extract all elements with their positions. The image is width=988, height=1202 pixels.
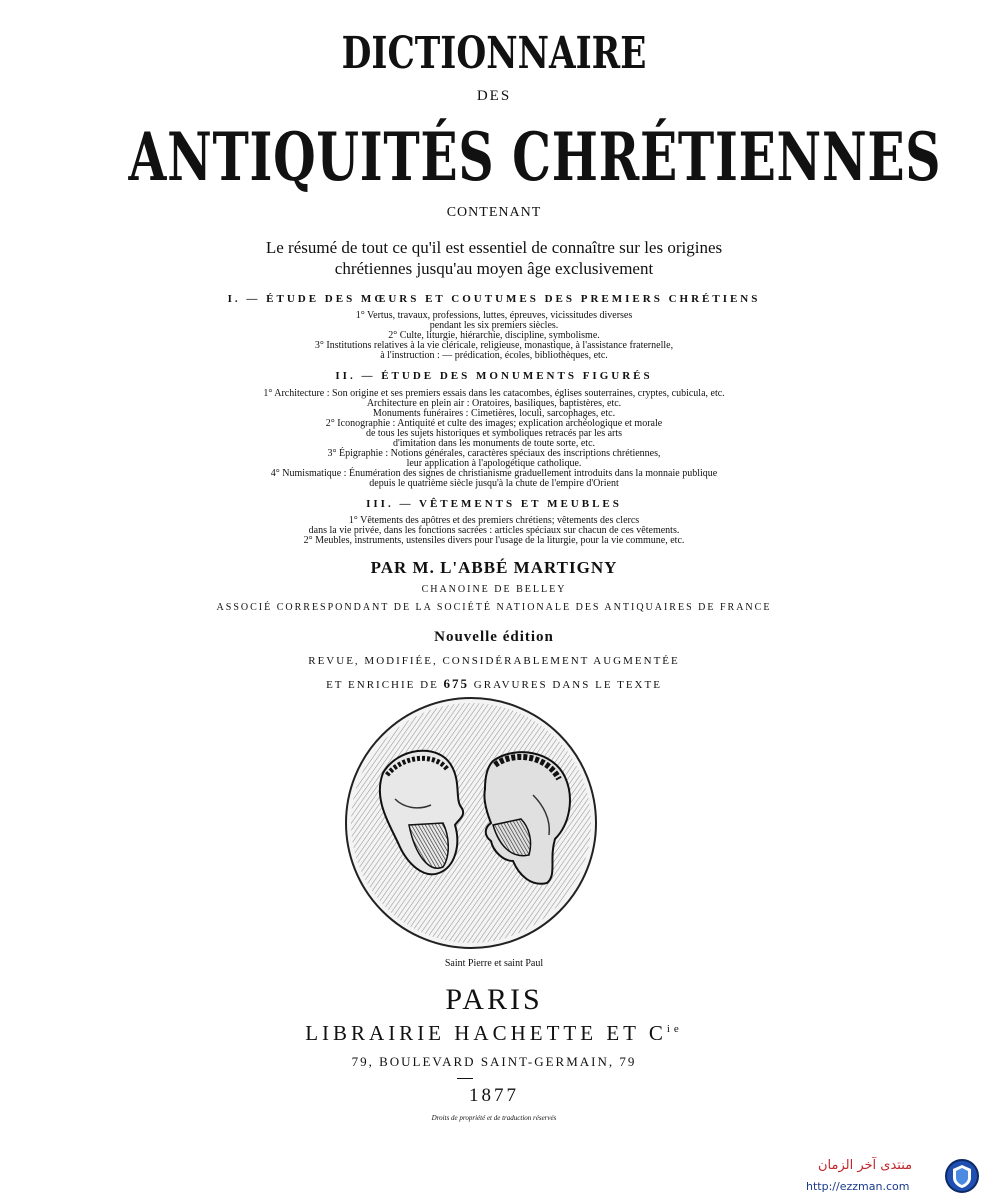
- section-2-heading: II. — ÉTUDE DES MONUMENTS FIGURÉS: [335, 370, 653, 382]
- section-1-line: 3° Institutions relatives à la vie cléricale, religieuse, monastique, à l'assistance fraternelle,: [314, 340, 674, 351]
- engravings-count: 675: [443, 676, 470, 691]
- section-3-line: 2° Meubles, instruments, ustensiles divers pour l'usage de la liturgie, pour la vie commune, etc.: [303, 535, 685, 546]
- section-2-line: de tous les sujets historiques et symboliques retracés par les arts: [365, 428, 623, 439]
- publisher-city: PARIS: [445, 983, 543, 1016]
- publication-year: 1877: [469, 1085, 519, 1106]
- edition-line-2-pre: ET ENRICHIE DE: [326, 679, 439, 691]
- medallion-caption: Saint Pierre et saint Paul: [444, 958, 544, 969]
- summary-line-2: chrétiennes jusqu'au moyen âge exclusivement: [334, 259, 654, 278]
- section-3-line: 1° Vêtements des apôtres et des premiers chrétiens; vêtements des clercs: [348, 515, 640, 526]
- medallion-engraving: [343, 695, 599, 951]
- title-line-1: DICTIONNAIRE: [341, 28, 647, 79]
- section-1-line: à l'instruction : — prédication, écoles, bibliothèques, etc.: [380, 350, 608, 361]
- publisher-name-sup: ie: [666, 1023, 683, 1035]
- author-affiliation: ASSOCIÉ CORRESPONDANT DE LA SOCIÉTÉ NATIONALE DES ANTIQUAIRES DE FRANCE: [216, 602, 772, 613]
- section-2-line: 4° Numismatique : Énumération des signes de christianisme graduellement introduits dans la monnaie publique: [270, 468, 718, 479]
- publisher-name-text: LIBRAIRIE HACHETTE ET C: [305, 1021, 667, 1045]
- section-1-heading: I. — ÉTUDE DES MŒURS ET COUTUMES DES PREMIERS CHRÉTIENS: [227, 293, 761, 305]
- section-2-line: 2° Iconographie : Antiquité et culte des images; explication archéologique et morale: [325, 418, 663, 429]
- watermark-url: http://ezzman.com: [806, 1180, 910, 1193]
- section-1-line: 1° Vertus, travaux, professions, luttes, épreuves, vicissitudes diverses: [355, 310, 633, 321]
- section-2-line: depuis le quatrième siècle jusqu'à la chute de l'empire d'Orient: [369, 478, 619, 489]
- section-1-line: pendant les six premiers siècles.: [429, 320, 559, 331]
- summary-line-1: Le résumé de tout ce qu'il est essentiel de connaître sur les origines: [265, 238, 723, 257]
- rights-notice: Droits de propriété et de traduction réservés: [431, 1114, 557, 1122]
- publisher-name: [0, 1021, 988, 1046]
- publisher-address: 79, BOULEVARD SAINT-GERMAIN, 79: [351, 1054, 637, 1069]
- edition-line-1: REVUE, MODIFIÉE, CONSIDÉRABLEMENT AUGMENTÉE: [308, 655, 680, 667]
- edition-line-2: [0, 676, 988, 692]
- section-2-line: Monuments funéraires : Cimetières, loculi, sarcophages, etc.: [372, 408, 616, 419]
- section-1-line: 2° Culte, liturgie, hiérarchie, discipline, symbolisme.: [388, 330, 600, 341]
- edition-label: Nouvelle édition: [434, 629, 554, 645]
- site-logo-icon: [944, 1158, 980, 1194]
- section-3-heading: III. — VÊTEMENTS ET MEUBLES: [366, 498, 622, 510]
- title-line-2: DES: [476, 88, 512, 104]
- section-2-line: 1° Architecture : Son origine et ses premiers essais dans les catacombes, églises souterraines, cryptes, cubicula, etc.: [263, 388, 725, 399]
- contenant-label: CONTENANT: [446, 205, 542, 220]
- title-line-3: ANTIQUITÉS CHRÉTIENNES: [128, 118, 942, 196]
- section-3-line: dans la vie privée, dans les fonctions sacrées : articles spéciaux sur chacun de ces vêtements.: [308, 525, 680, 536]
- section-2-line: leur application à l'apologétique catholique.: [406, 458, 582, 469]
- author-role: CHANOINE DE BELLEY: [421, 584, 567, 595]
- watermark-arabic: منتدى آخر الزمان: [818, 1158, 913, 1173]
- edition-line-2-post: GRAVURES DANS LE TEXTE: [473, 679, 662, 691]
- section-2-line: 3° Épigraphie : Notions générales, caractères spéciaux des inscriptions chrétiennes,: [327, 448, 661, 459]
- section-2-line: d'imitation dans les monuments de toute sorte, etc.: [392, 438, 596, 449]
- section-2-line: Architecture en plein air : Oratoires, basiliques, baptistères, etc.: [366, 398, 622, 409]
- author-name: PAR M. L'ABBÉ MARTIGNY: [370, 558, 618, 577]
- year-rule: [457, 1078, 473, 1079]
